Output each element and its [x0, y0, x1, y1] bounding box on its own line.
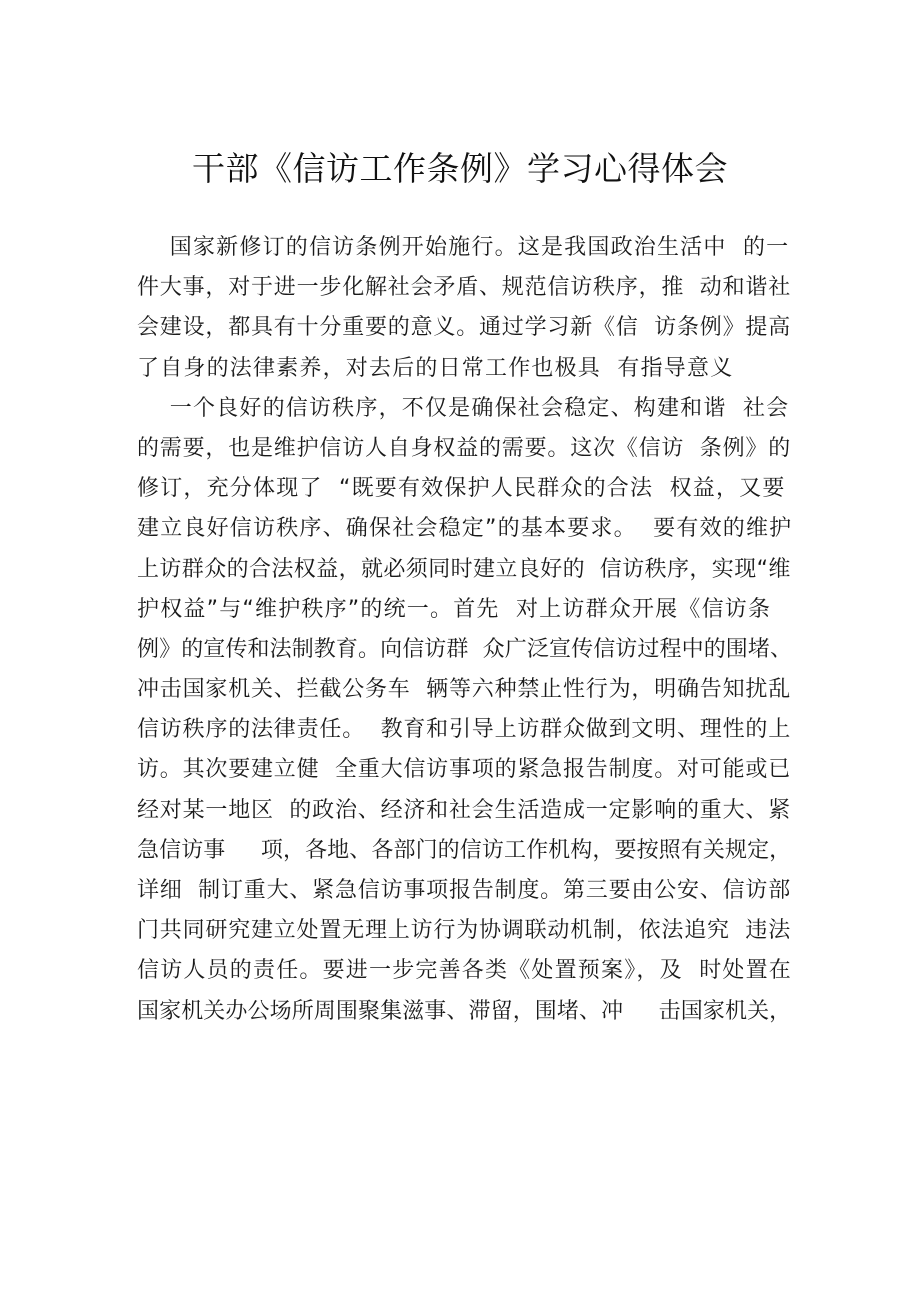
body-line: 访。其次要建立健 全重大信访事项的紧急报告制度。对可能或已 [137, 757, 791, 783]
document-body [137, 228, 793, 1032]
body-line: 护权益”与“维护秩序”的统一。首先 对上访群众开展《信访条 [137, 596, 772, 622]
body-line: 信访人员的责任。要进一步完善各类《处置预案》，及 时处置在 [137, 958, 792, 984]
body-line: 会建设，都具有十分重要的意义。通过学习新《信 访条例》提高 [137, 315, 791, 341]
body-line: 冲击国家机关、拦截公务车 辆等六种禁止性行为，明确告知扰乱 [137, 677, 791, 703]
body-line: 详细 制订重大、紧急信访事项报告制度。第三要由公安、信访部 [137, 878, 791, 903]
document-title: 干部《信访工作条例》学习心得体会 [192, 149, 728, 188]
body-line: 一个良好的信访秩序，不仅是确保社会稳定、构建和谐 社会 [137, 395, 790, 421]
body-line: 上访群众的合法权益，就必须同时建立良好的 信访秩序，实现“维 [137, 556, 791, 582]
body-line: 国家机关办公场所周围聚集滋事、滞留，围堵、冲 击国家机关， [137, 998, 792, 1024]
body-line: 的需要，也是维护信访人自身权益的需要。这次《信访 条例》的 [137, 435, 791, 461]
body-line: 了自身的法律素养，对去后的日常工作也极具 有指导意义 [137, 355, 734, 381]
body-line: 经对某一地区 的政治、经济和社会生活造成一定影响的重大、紧 [137, 797, 791, 823]
body-line: 件大事，对于进一步化解社会矛盾、规范信访秩序，推 动和谐社 [137, 275, 791, 301]
body-line: 门共同研究建立处置无理上访行为协调联动机制，依法追究 违法 [137, 918, 791, 944]
body-line: 信访秩序的法律责任。 教育和引导上访群众做到文明、理性的上 [137, 717, 791, 743]
body-line: 例》的宣传和法制教育。向信访群 众广泛宣传信访过程中的围堵、 [137, 636, 793, 662]
body-line: 急信访事 项，各地、各部门的信访工作机构，要按照有关规定， [137, 837, 792, 863]
body-line: 修订，充分体现了 “既要有效保护人民群众的合法 权益，又要 [137, 476, 786, 502]
body-line: 国家新修订的信访条例开始施行。这是我国政治生活中 的一 [137, 235, 790, 260]
body-line: 建立良好信访秩序、确保社会稳定”的基本要求。 要有效的维护 [137, 516, 793, 542]
